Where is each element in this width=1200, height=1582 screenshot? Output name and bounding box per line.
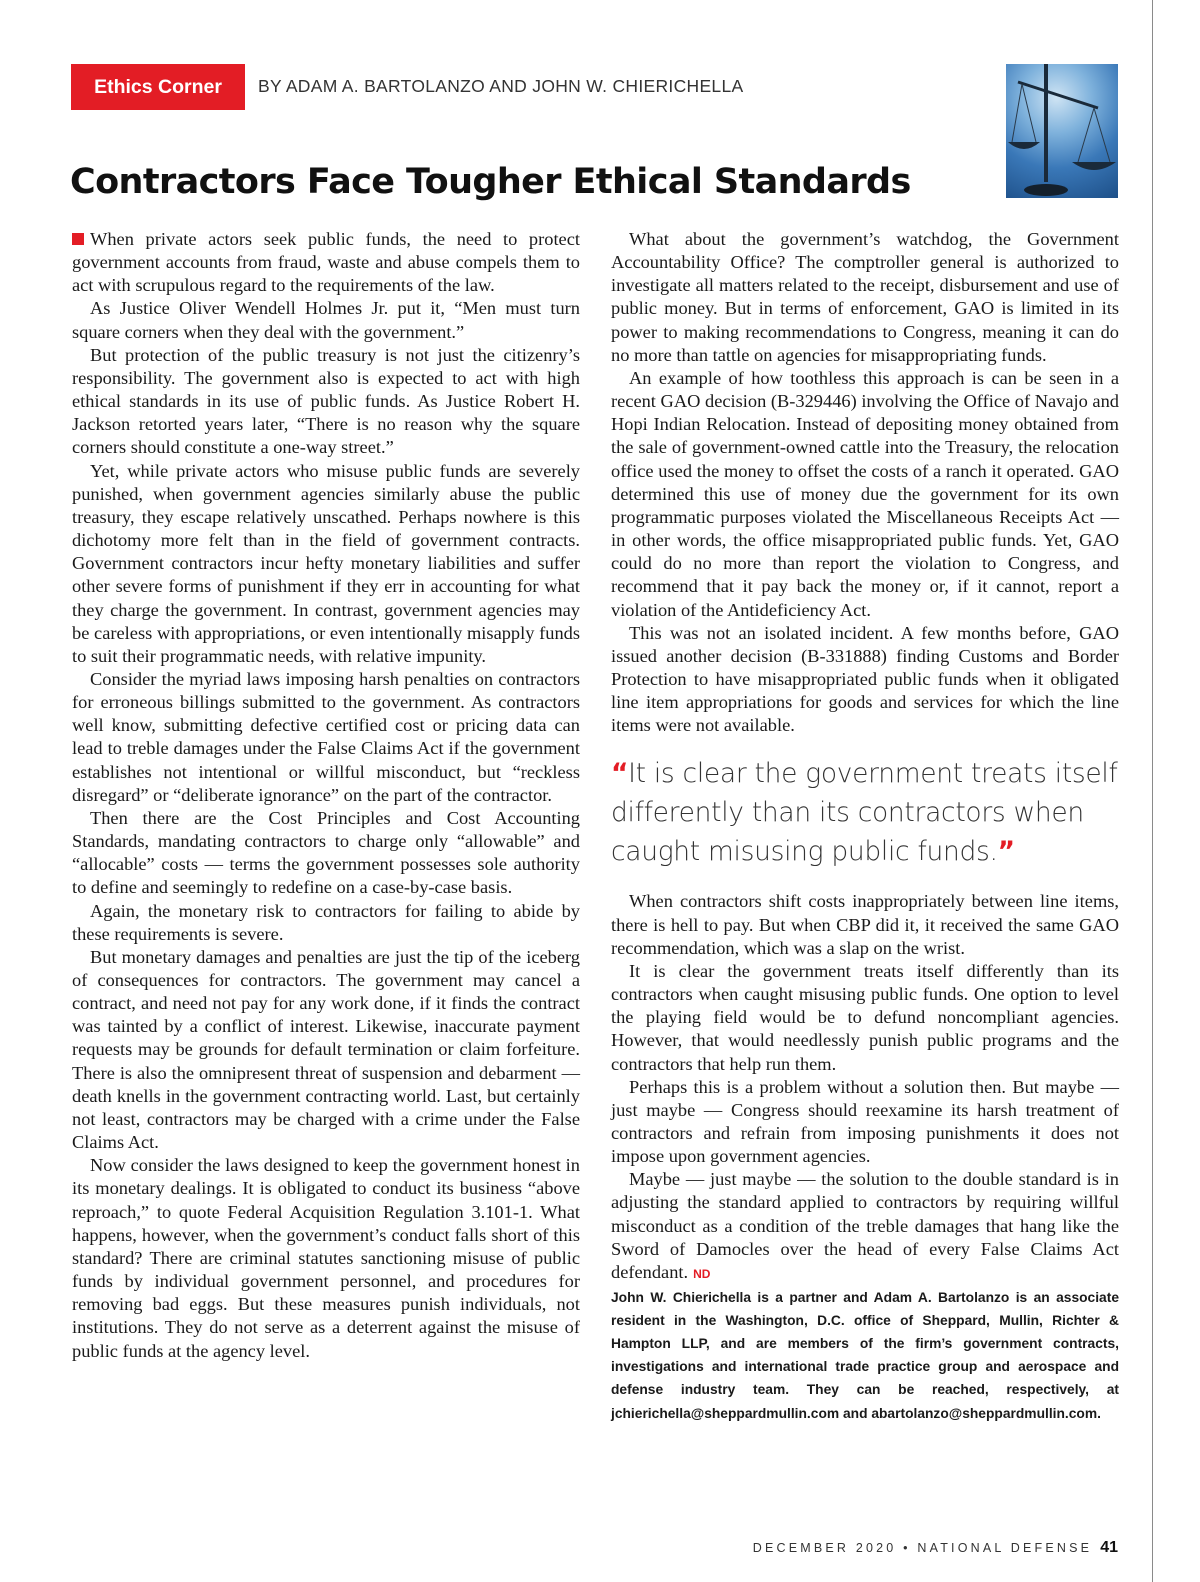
- paragraph: But monetary damages and penalties are just the tip of the iceberg of consequences for contractors. The government may cancel a contract, and need not pay for any work done, if it finds the contract was tainted by a conflict of interest. Likewise, inaccurate payment requests may be grounds for default termination or claim forfeiture. There is also the omnipresent threat of suspension and debarment — death knells in the government contracting world. Last, but certainly not least, contractors may be charged with a crime under the False Claims Act.: [72, 946, 580, 1153]
- paragraph: [611, 1168, 1119, 1286]
- paragraph: Then there are the Cost Principles and Cost Accounting Standards, mandating contractors to charge only “allowable” and “allocable” costs — terms the government possesses sole authority to define and seemingly to redefine on a case-by-case basis.: [72, 807, 580, 898]
- paragraph: It is clear the government treats itself differently than its contractors when caught misusing public funds. One option to level the playing field would be to defund noncompliant agencies. However, that would needlessly punish public programs and the contractors that help run them.: [611, 960, 1119, 1074]
- section-tag: Ethics Corner: [71, 64, 245, 110]
- page-footer: [753, 1539, 1118, 1557]
- paragraph: This was not an isolated incident. A few months before, GAO issued another decision (B-331888) finding Customs and Border Protection to have misappropriated public funds when it obligated line item appropriations for goods and services for which the line items were not available.: [611, 622, 1119, 736]
- paragraph: When contractors shift costs inappropriately between line items, there is hell to pay. But when CBP did it, it received the same GAO recommendation, which was a slap on the wrist.: [611, 891, 1119, 958]
- pull-quote-text: It is clear the government treats itself differently than its contractors when caught misusing public funds.: [611, 758, 1118, 868]
- scales-of-justice-image: [1006, 64, 1118, 198]
- byline: BY ADAM A. BARTOLANZO AND JOHN W. CHIERICHELLA: [258, 76, 744, 96]
- paragraph: As Justice Oliver Wendell Holmes Jr. put it, “Men must turn square corners when they deal with the government.”: [72, 298, 580, 342]
- close-quote-mark: ”: [997, 836, 1015, 868]
- paragraph: An example of how toothless this approach is can be seen in a recent GAO decision (B-329446) involving the Office of Navajo and Hopi Indian Relocation. Instead of depositing money obtained from the sale of government-owned cattle into the Treasury, the relocation office used the money to offset the costs of a ranch it operated. GAO determined this use of money due the government for its own programmatic purposes violated the Miscellaneous Receipts Act — in other words, the office misappropriated public funds. Yet, GAO could do no more than report the violation to Congress, and recommend that it pay back the money or, if it cannot, report a violation of the Antideficiency Act.: [611, 367, 1119, 620]
- pull-quote: [611, 754, 1119, 871]
- red-square-icon: [72, 233, 84, 245]
- left-column: [72, 228, 580, 1363]
- end-mark: ND: [693, 1266, 711, 1281]
- paragraph: But protection of the public treasury is not just the citizenry’s responsibility. The government also is expected to act with high ethical standards in its use of public funds. As Justice Robert H. Jackson retorted years later, “There is no reason why the square corners should constitute a one-way street.”: [72, 344, 580, 458]
- paragraph-text: Maybe — just maybe — the solution to the double standard is in adjusting the standard applied to contractors by requiring willful misconduct as a condition of the treble damages that hang like the Sword of Damocles over the head of every False Claims Act defendant.: [611, 1169, 1119, 1282]
- right-column: [611, 228, 1119, 1425]
- page-edge-line: [1152, 0, 1153, 1582]
- paragraph: Perhaps this is a problem without a solution then. But maybe — just maybe — Congress should reexamine its harsh treatment of contractors and refrain from imposing punishments it does not impose upon government agencies.: [611, 1076, 1119, 1167]
- page-number: 41: [1100, 1539, 1118, 1556]
- issue-label: DECEMBER 2020 • NATIONAL DEFENSE: [752, 1541, 1093, 1555]
- author-bio: John W. Chierichella is a partner and Adam A. Bartolanzo is an associate resident in the Washington, D.C. office of Sheppard, Mullin, Richter & Hampton LLP, and are members of the firm’s government contracts, investigations and international trade practice group and aerospace and defense industry team. They can be reached, respectively, at jchierichella@sheppardmullin.com and abartolanzo@sheppardmullin.com.: [611, 1290, 1119, 1421]
- paragraph: [72, 228, 580, 297]
- scales-of-justice-icon: [1006, 64, 1118, 198]
- open-quote-mark: “: [611, 758, 629, 790]
- paragraph: Consider the myriad laws imposing harsh penalties on contractors for erroneous billings submitted to the government. As contractors well know, submitting defective certified cost or pricing data can lead to treble damages under the False Claims Act if the government establishes not intentional or willful misconduct, but “reckless disregard” or “deliberate ignorance” on the part of the contractor.: [72, 668, 580, 805]
- headline: Contractors Face Tougher Ethical Standards: [70, 162, 911, 202]
- paragraph-text: When private actors seek public funds, the need to protect government accounts from fraud, waste and abuse compels them to act with scrupulous regard to the requirements of the law.: [72, 229, 580, 296]
- paragraph: Again, the monetary risk to contractors for failing to abide by these requirements is severe.: [72, 900, 580, 944]
- paragraph: Yet, while private actors who misuse public funds are severely punished, when government agencies similarly abuse the public treasury, they escape relatively unscathed. Perhaps nowhere is this dichotomy more felt than in the field of government contracts. Government contractors incur hefty monetary liabilities and suffer other severe forms of punishment if they err in accounting for what they charge the government. In contrast, government agencies may be careless with appropriations, or even intentionally misapply funds to suit their programmatic needs, with relative impunity.: [72, 460, 580, 666]
- paragraph: Now consider the laws designed to keep the government honest in its monetary dealings. It is obligated to conduct its business “above reproach,” to quote Federal Acquisition Regulation 3.101-1. What happens, however, when the government’s conduct falls short of this standard? There are criminal statutes sanctioning misuse of public funds by individual government personnel, and procedures for removing bad eggs. But these measures punish individuals, not institutions. They do not serve as a deterrent against the misuse of public funds at the agency level.: [72, 1155, 580, 1361]
- paragraph: What about the government’s watchdog, the Government Accountability Office? The comptroller general is authorized to investigate all matters related to the receipt, disbursement and use of public money. But in terms of enforcement, GAO is limited in its power to making recommendations to Congress, meaning it can do no more than tattle on agencies for misappropriating funds.: [611, 229, 1119, 365]
